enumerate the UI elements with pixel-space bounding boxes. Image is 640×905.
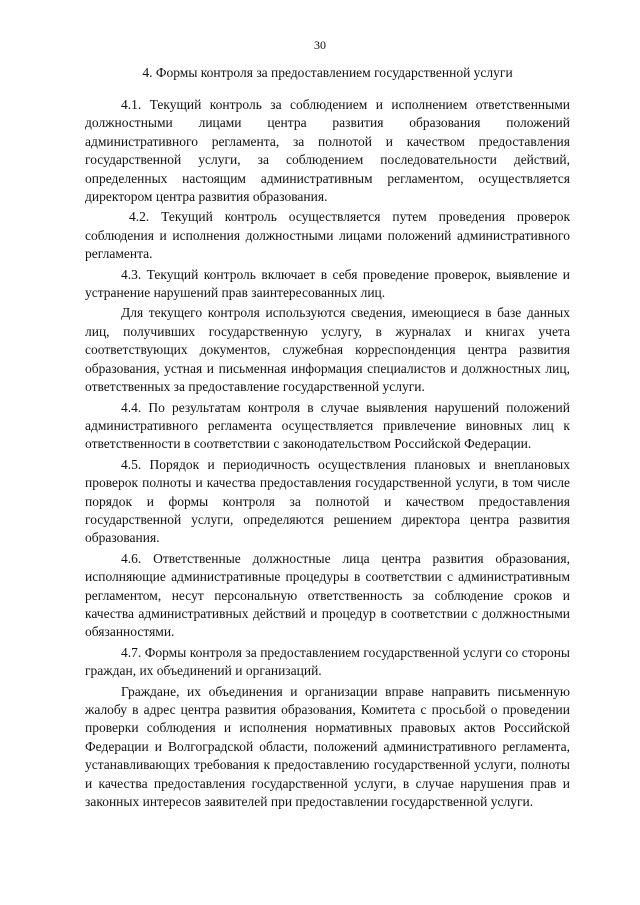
paragraph-4-1: 4.1. Текущий контроль за соблюдением и исполнением ответственными должностными лицами центра развития образования положений административного регламента, за полнотой и качеством предоставления государственной услуги, за соблюдением последовательности действий, определенных настоящим административным регламентом, осуществляется директором центра развития образования. [85, 97, 570, 205]
paragraph-4-3: 4.3. Текущий контроль включает в себя проведение проверок, выявление и устранение нарушений прав заинтересованных лиц. [85, 266, 570, 301]
paragraph-4-6: 4.6. Ответственные должностные лица центра развития образования, исполняющие административные процедуры в соответствии с административным регламентом, несут персональную ответственность за соблюдение сроков и качества административных действий и процедур в соответствии с должностными обязанностями. [85, 550, 570, 640]
paragraph-citizens-complaint: Граждане, их объединения и организации вправе направить письменную жалобу в адрес центра развития образования, Комитета с просьбой о проведении проверки соблюдения и исполнения нормативных правовых актов Российской Федерации и Волгоградской области, положений административного регламента, устанавливающих требования к предоставлению государственной услуги, полноты и качества предоставления государственной услуги, в случае нарушения прав и законных интересов заявителей при предоставлении государственной услуги. [85, 683, 570, 810]
document-body [85, 96, 570, 813]
section-title: 4. Формы контроля за предоставлением государственной услуги [142, 65, 513, 80]
paragraph-4-4: 4.4. По результатам контроля в случае выявления нарушений положений административного регламента осуществляется привлечение виновных лиц к ответственности в соответствии с законодательством Российской Федерации. [85, 399, 570, 452]
paragraph-4-5: 4.5. Порядок и периодичность осуществления плановых и внеплановых проверок полноты и качества предоставления государственной услуги, в том числе порядок и формы контроля за полнотой и качеством предоставления государственной услуги, определяются решением директора центра развития образования. [85, 456, 570, 546]
paragraph-4-7: 4.7. Формы контроля за предоставлением государственной услуги со стороны граждан, их объединений и организаций. [85, 644, 570, 679]
paragraph-current-control-info: Для текущего контроля используются сведения, имеющиеся в базе данных лиц, получивших государственную услугу, в журналах и книгах учета соответствующих документов, служебная корреспонденция центра развития образования, устная и письменная информация специалистов и должностных лиц, ответственных за предоставление государственной услуги. [85, 305, 570, 395]
paragraph-4-2: 4.2. Текущий контроль осуществляется путем проведения проверок соблюдения и исполнения должностными лицами положений административного регламента. [85, 209, 570, 262]
page-number: 30 [314, 38, 326, 52]
